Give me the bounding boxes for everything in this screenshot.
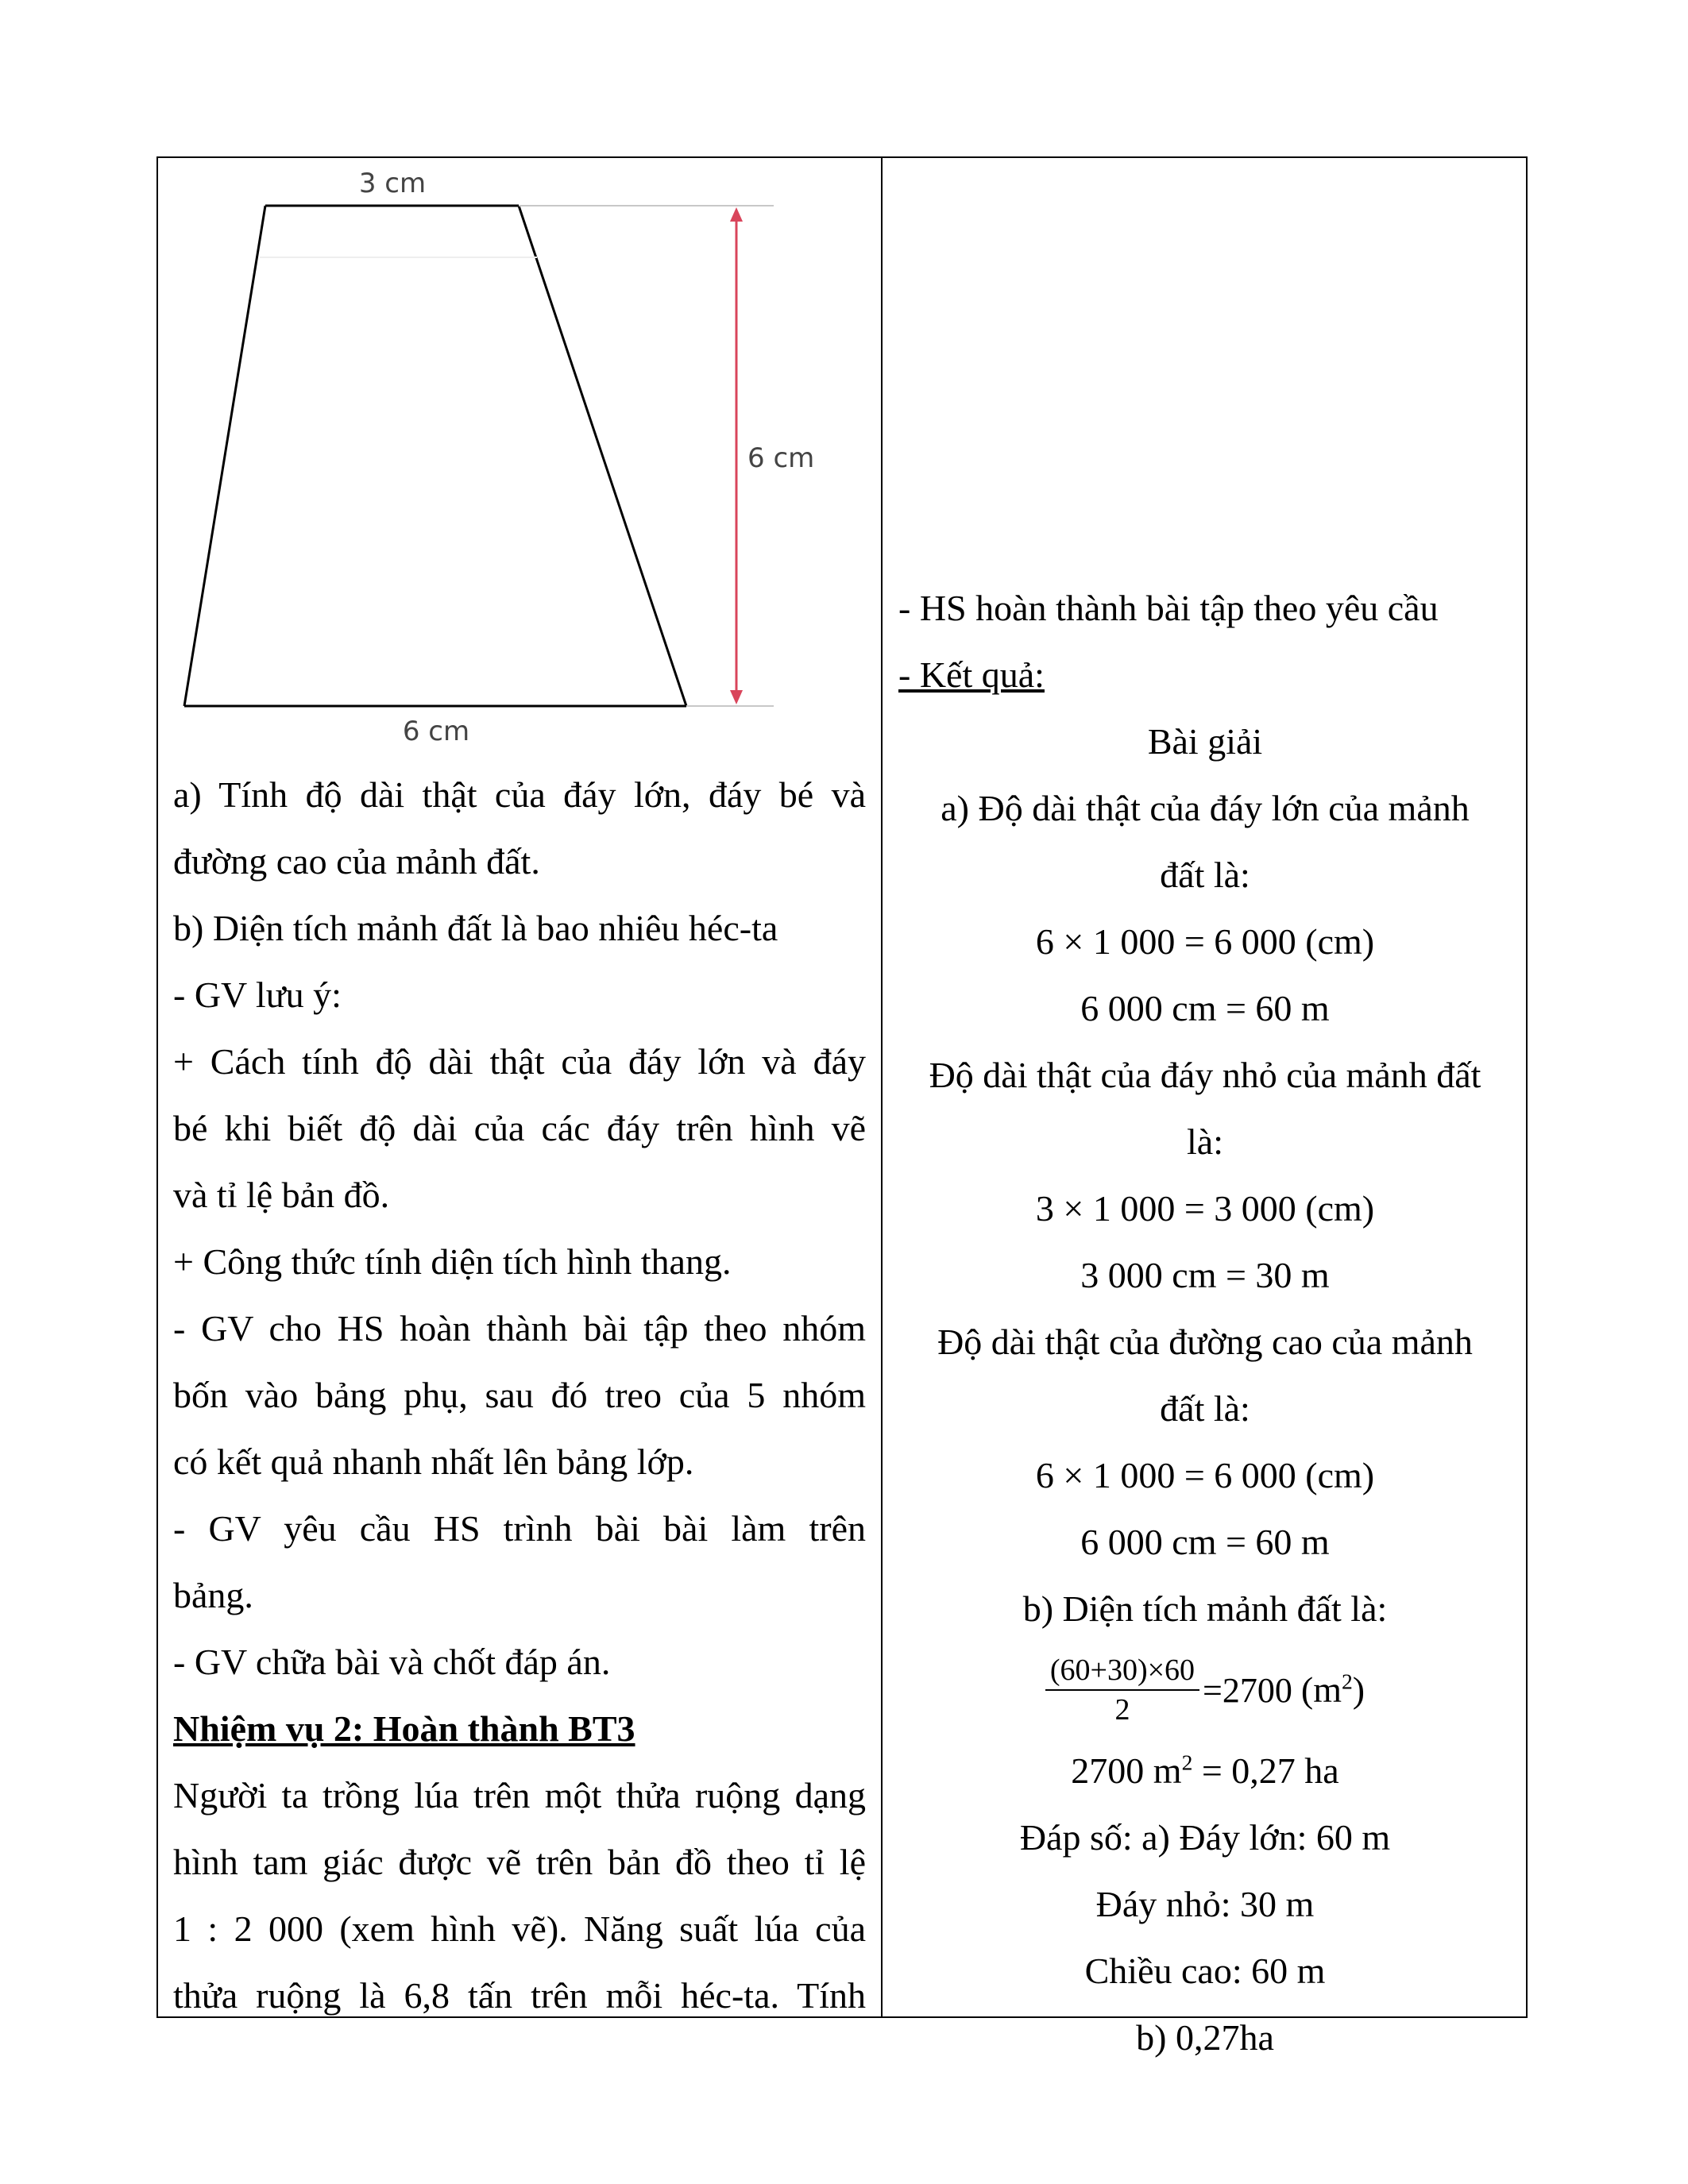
right-side-line (519, 206, 686, 706)
teacher-activity-cell (158, 158, 881, 2016)
trapezoid-figure (158, 158, 881, 770)
solution-line: 6 000 cm = 60 m (1080, 988, 1330, 1028)
solution-line: b) Diện tích mảnh đất là: (1022, 1588, 1388, 1629)
lesson-table (156, 156, 1528, 2058)
conversion-exponent: 2 (1181, 1750, 1193, 1775)
solution-line: 3 000 cm = 30 m (1080, 1255, 1330, 1295)
text-line: + Cách tính độ dài thật của đáy lớn và đáy (173, 1041, 866, 1082)
text-line: - GV chữa bài và chốt đáp án. (173, 1642, 611, 1682)
text-line: và tỉ lệ bản đồ. (173, 1175, 390, 1215)
task-heading: Nhiệm vụ 2: Hoàn thành BT3 (173, 1708, 635, 1749)
answer-line: b) 0,27ha (1136, 2017, 1274, 2058)
height-label: 6 cm (747, 442, 815, 474)
solution-line: 6 × 1 000 = 6 000 (cm) (1035, 1455, 1375, 1495)
text-line: a) Tính độ dài thật của đáy lớn, đáy bé và (173, 774, 866, 815)
text-line: bảng. (173, 1575, 253, 1615)
area-unit: $(m^2)$ (1300, 1669, 1365, 1710)
text-line: b) Diện tích mảnh đất là bao nhiêu héc-ta (173, 908, 778, 948)
text-line: bé khi biết độ dài của các đáy trên hình vẽ (173, 1108, 866, 1148)
student-solution (883, 575, 1528, 2071)
height-arrow-up (730, 207, 743, 222)
area-value: =2700 (1203, 1670, 1292, 1710)
result-label: - Kết quả: (898, 654, 1045, 695)
task-line: hình tam giác được vẽ trên bản đồ theo tỉ lệ (173, 1842, 866, 1882)
solution-line: Độ dài thật của đáy nhỏ của mảnh đất (929, 1055, 1481, 1095)
solution-line: 6 000 cm = 60 m (1080, 1522, 1330, 1562)
area-formula (883, 1642, 1528, 1738)
student-activity-cell (883, 158, 1526, 2058)
task-line: 1 : 2 000 (xem hình vẽ). Năng suất lúa của (173, 1908, 866, 1949)
top-base-label: 3 cm (358, 168, 427, 199)
intro-line: - HS hoàn thành bài tập theo yêu cầu (898, 588, 1439, 628)
answer-line: Đáp số: a) Đáy lớn: 60 m (1019, 1817, 1391, 1858)
teacher-instructions (173, 762, 866, 2029)
conversion-line: 2700 $m^2 = 0,27$ ha (1071, 1750, 1339, 1791)
bottom-base-label: 6 cm (402, 716, 470, 747)
solution-line: 3 × 1 000 = 3 000 (cm) (1035, 1188, 1375, 1229)
text-line: - GV cho HS hoàn thành bài tập theo nhóm (173, 1308, 866, 1349)
solution-line: Độ dài thật của đường cao của mảnh (937, 1322, 1473, 1362)
answer-line: Đáy nhỏ: 30 m (1095, 1884, 1315, 1924)
solution-line: là: (1187, 1121, 1223, 1162)
text-line: bốn vào bảng phụ, sau đó treo của 5 nhóm (173, 1375, 866, 1415)
fraction-denominator: 2 (1114, 1693, 1130, 1727)
text-line: - GV yêu cầu HS trình bài bài làm trên (173, 1508, 866, 1549)
solution-title: Bài giải (1147, 721, 1263, 762)
left-side-line (184, 206, 265, 706)
height-arrow-down (730, 690, 743, 704)
unit-exponent: 2 (1341, 1669, 1353, 1694)
text-line: có kết quả nhanh nhất lên bảng lớp. (173, 1441, 694, 1482)
solution-line: 6 × 1 000 = 6 000 (cm) (1035, 921, 1375, 962)
solution-line: đất là: (1160, 855, 1250, 895)
solution-line: đất là: (1160, 1388, 1250, 1429)
fraction-numerator: (60+30)×60 (1045, 1651, 1199, 1691)
area-result (1203, 1657, 1365, 1724)
solution-line: a) Độ dài thật của đáy lớn của mảnh (941, 788, 1470, 828)
task-line: thửa ruộng là 6,8 tấn trên mỗi héc-ta. Tính (173, 1975, 866, 2016)
area-fraction (1045, 1651, 1199, 1729)
text-line: - GV lưu ý: (173, 974, 342, 1015)
answer-line: Chiều cao: 60 m (1084, 1951, 1326, 1991)
text-line: + Công thức tính diện tích hình thang. (173, 1241, 732, 1282)
task-line: Người ta trồng lúa trên một thửa ruộng dạng (173, 1775, 866, 1815)
text-line: đường cao của mảnh đất. (173, 841, 540, 882)
